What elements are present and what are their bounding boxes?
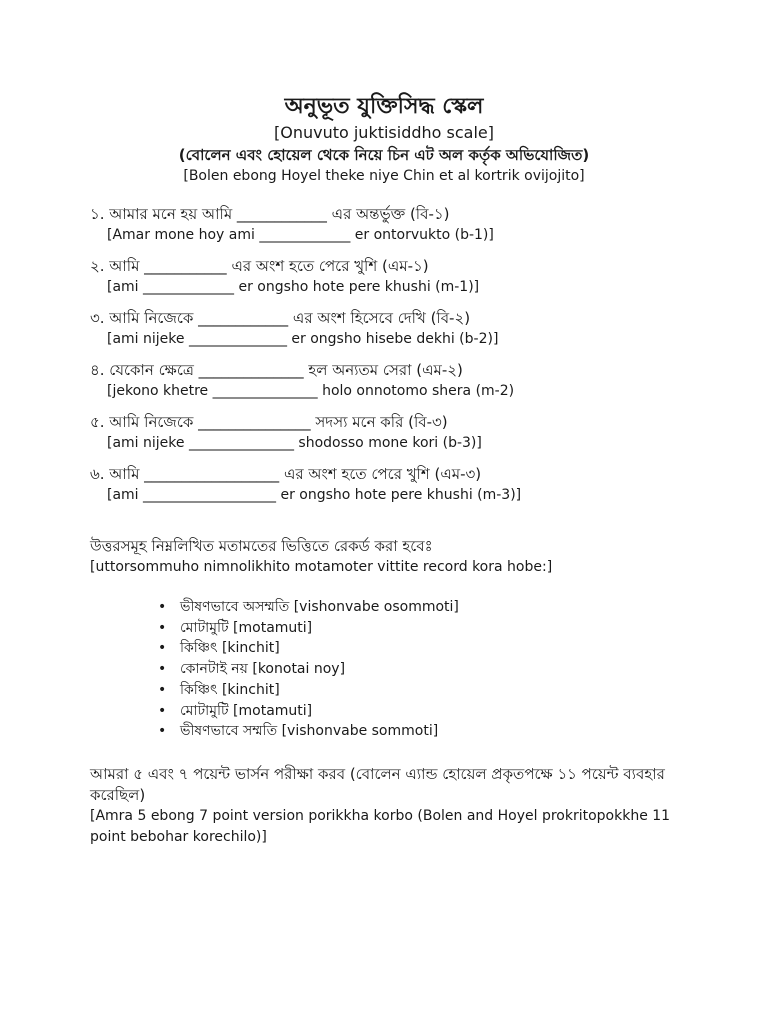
page-title: অনুভূত যুক্তিসিদ্ধ স্কেল	[284, 94, 484, 119]
response-option-label: মোটামুটি [motamuti]	[180, 702, 313, 719]
response-option	[158, 638, 459, 659]
bullet-icon: •	[158, 661, 167, 678]
bullet-icon: •	[158, 619, 167, 636]
bullet-icon: •	[158, 702, 167, 719]
scale-item	[90, 204, 690, 246]
scale-item-transliteration: [ami nijeke _______________ shodosso mone kori (b-3)]	[107, 435, 482, 451]
scale-item	[90, 464, 690, 506]
response-option	[158, 618, 459, 639]
scale-item-text: ৫. আমি নিজেকে _______________ সদস্য মনে করি (বি-৩)	[90, 413, 448, 431]
scale-items-list	[90, 204, 690, 516]
response-option	[158, 701, 459, 722]
scale-item-transliteration: [ami nijeke ______________ er ongsho hisebe dekhi (b-2)]	[107, 331, 499, 347]
response-option-label: কিঞ্চিৎ [kinchit]	[180, 681, 280, 698]
scale-item-transliteration: [ami ___________________ er ongsho hote pere khushi (m-3)]	[107, 487, 522, 503]
closing-note-text: আমরা ৫ এবং ৭ পয়েন্ট ভার্সন পরীক্ষা করব (বোলেন এ্যান্ড হোয়েল প্রকৃতপক্ষে ১১ পয়েন্ট ব্যবহার করেছিল)	[90, 765, 665, 804]
scale-item-text: ১. আমার মনে হয় আমি ____________ এর অন্তর্ভুক্ত (বি-১)	[90, 205, 450, 223]
response-option-label: মোটামুটি [motamuti]	[180, 619, 313, 636]
scale-item-text: ২. আমি ___________ এর অংশ হতে পেরে খুশি (এম-১)	[90, 257, 429, 275]
scale-item-transliteration: [jekono khetre _______________ holo onnotomo shera (m-2)	[107, 383, 515, 399]
document-header	[0, 92, 768, 186]
page-subtitle-transliteration: [Bolen ebong Hoyel theke niye Chin et al kortrik ovijojito]	[183, 168, 585, 184]
response-option-label: ভীষণভাবে সম্মতি [vishonvabe sommoti]	[180, 723, 439, 740]
response-option	[158, 680, 459, 701]
response-option	[158, 597, 459, 618]
response-intro-transliteration: [uttorsommuho nimnolikhito motamoter vittite record kora hobe:]	[90, 559, 553, 575]
response-option	[158, 659, 459, 680]
response-intro	[90, 536, 690, 578]
scale-item-text: ৩. আমি নিজেকে ____________ এর অংশ হিসেবে দেখি (বি-২)	[90, 309, 471, 327]
bullet-icon: •	[158, 681, 167, 698]
closing-note-transliteration: [Amra 5 ebong 7 point version porikkha korbo (Bolen and Hoyel prokritopokkhe 11 point bebohar korechilo)]	[90, 808, 671, 845]
response-options-list	[158, 597, 459, 742]
response-option-label: কিঞ্চিৎ [kinchit]	[180, 640, 280, 657]
scale-item-transliteration: [Amar mone hoy ami _____________ er ontorvukto (b-1)]	[107, 227, 494, 243]
response-intro-text: উত্তরসমূহ নিম্নলিখিত মতামতের ভিত্তিতে রেকর্ড করা হবেঃ	[90, 537, 433, 555]
bullet-icon: •	[158, 599, 167, 615]
page-subtitle: (বোলেন এবং হোয়েল থেকে নিয়ে চিন এট অল কর্তৃক অভিযোজিত)	[178, 146, 590, 164]
response-option	[158, 721, 459, 742]
scale-item-text: ৬. আমি __________________ এর অংশ হতে পেরে খুশি (এম-৩)	[90, 465, 482, 483]
response-option-label: ভীষণভাবে অসম্মতি [vishonvabe osommoti]	[180, 599, 459, 615]
scale-item	[90, 308, 690, 350]
closing-note	[90, 764, 680, 848]
scale-item	[90, 256, 690, 298]
scale-item	[90, 412, 690, 454]
response-option-label: কোনটাই নয় [konotai noy]	[180, 661, 346, 678]
bullet-icon: •	[158, 640, 167, 657]
scale-item-transliteration: [ami _____________ er ongsho hote pere khushi (m-1)]	[107, 279, 480, 295]
page-title-transliteration: [Onuvuto juktisiddho scale]	[273, 123, 495, 142]
bullet-icon: •	[158, 723, 167, 740]
scale-item	[90, 360, 690, 402]
scale-item-text: ৪. যেকোন ক্ষেত্রে ______________ হল অন্যতম সেরা (এম-২)	[90, 361, 463, 379]
